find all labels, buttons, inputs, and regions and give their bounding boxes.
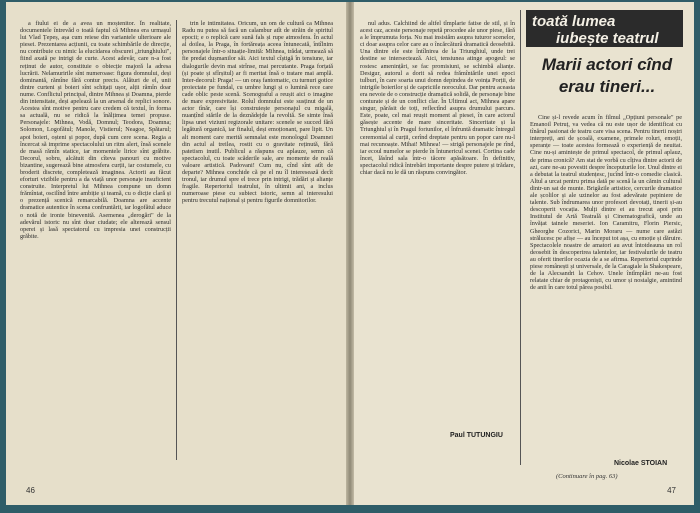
- section-header-line1: toată lumea: [532, 13, 616, 30]
- right-column-2: [530, 114, 682, 457]
- book-gutter: [346, 2, 354, 505]
- right-column-2-text: Cine și-l revede acum în filmul „Opțiuni personale" pe Emanoil Petruț, va vedea că nu este ușor de identificat cu tînărul pasionat de teatru care visa scena. Pentru tinerii noștri interpreți, ani de școală, examene, primele roluri, emoții, speranțe — toate acestea formează o experiență de neuitat. Cine nu-și amintește de primul spectacol, de primul aplauz, de prima cronică? Am stat de vorbă cu cîțiva dintre actorii de azi, care ne-au povestit despre începuturile lor. Unul dintre ei a debutat la teatrul studențesc, jucînd într-o comedie clasică. Altul a urcat pentru prima dată pe scenă la un cămin cultural dintr-un sat de munte. Brigăzile artistice, cercurile dramatice ale școlilor și ale uzinelor au fost adevărate pepiniere de talente. Sub îndrumarea unor profesori devotați, tinerii și-au descoperit vocația. Mulți dintre ei au trecut apoi prin Institutul de Artă Teatrală și Cinematografică, unde au învățat tainele meseriei. Ion Caramitru, Florin Piersic, Gheorghe Cozorici, Marin Moraru — nume care astăzi strălucesc pe afișe — au început tot așa, cu emoție și dăruire. Spectacolele noastre de amatori au avut întotdeauna un rol deosebit în descoperirea talentelor, iar festivalurile de teatru au oferit tinerilor ocazia de a se afirma. Repertoriul cuprinde piese românești și universale, de la Caragiale la Shakespeare, de la Alecsandri la Cehov. Unele întîmplări ne-au fost relatate chiar de protagoniști, cu umor și nostalgie, amintind de anii în care totul părea posibil.: [530, 114, 682, 292]
- left-column-1: [20, 20, 171, 470]
- left-column-2-text: trin le intimitatea. Oricum, un om de cultură ca Mihnea Radu nu putea să facă un calambur atît de străin de spiritul epocii; e o replică care sună fals și rupe atmosfera. În actul al doilea, la Praga, în fortăreața aceea întunecată, întîlnim personajele într-o situație-limită: Mihnea, trădat, urmează să fie predat dușmanilor săi. Aici textul cîștigă în tensiune, iar dialogurile devin mai strînse, mai percutante. Praga forțată (și poate și sfîrșitul) ar fi meritat însă o tratare mai amplă. Inter-decorul: Praga! — un oraș fantomatic, cu turnuri gotice proiectate pe fundal, cu umbre lungi și o lumină rece care cade oblic peste scenă. Scenograful a reușit aici o imagine de mare expresivitate. Rolul domnului este susținut de un actor tînăr, care își construiește personajul cu migală, nuanțînd stările de la deznădejde la revoltă. Se simte însă lipsa unei viziuni regizorale unitare: scenele se succed fără legătură organică, iar finalul, deși emoționant, pare lipit. Un alt moment care merită semnalat este monologul Doamnei din actul al treilea, rostit cu o gravitate reținută, fără patetism inutil. Publicul a răspuns cu aplauze, semn că spectacolul, cu toate scăderile sale, are momente de reală valoare artistică. Padovani! Cum nu, cînd sînt atît de departe? Mihnea conchide că pe el nu îl interesează decît tronul, iar drumul spre el trece prin intrigi, trădări și alianțe fragile. Repertoriul teatrului, în ultimii ani, a inclus numeroase piese cu subiect istoric, semn al interesului pentru trecutul național și pentru figurile domnitorilor.: [182, 20, 333, 205]
- left-column-2: [182, 20, 333, 470]
- column-divider: [176, 20, 177, 460]
- page-number-right: 47: [667, 486, 676, 495]
- continuation-note: (Continuare în pag. 63): [556, 473, 618, 480]
- section-header: [526, 10, 683, 47]
- magazine-spread: [6, 2, 694, 505]
- right-column-1-text: nul adus. Calchiind de altfel tîmplarie fatise de stil, și în acest caz, aceste personaje repetă procedee ale unor piese, fără a le împrumuta forța. Nu mai insistăm asupra tuturor scenelor, ci doar asupra celor care au o încărcătură dramatică deosebită. Una dintre ele este întîlnirea de la Triunghiul, unde trei destine se intersectează. Aici, tensiunea atinge apogeul: se rostesc amenințări, se fac promisiuni, se schimbă alianțe. Desigur, autorul a dorit să redea frămîntările unei epoci tulburi, în care soarta unui domn depindea de voința Porții, de intrigile boierilor și de capriciile norocului. Dar pentru aceasta era nevoie de o construcție dramatică solidă, de personaje bine conturate și de un conflict clar. În Ultimul act, Mihnea apare singur, părăsit de toți, reflectînd asupra drumului parcurs. Este, poate, cel mai reușit moment al piesei, în care actorul găsește accente de mare sinceritate. Sinceritate și la Triunghiul și în Pragul foriunilor, el înfruntă dramatic întregul ceremonial al curții, cerînd dreptate pentru un popor care nu-l mai recunoaște. Mihai! Mihnea! — strigă personajele pe rînd, iar ecoul numelor se pierde în întunericul scenei. Cortina cade încet, lăsînd sala într-o tăcere apăsătoare. În definitiv, spectacolul ridică întrebări importante despre putere și trădare, chiar dacă nu le dă un răspuns convingător.: [360, 20, 515, 176]
- article-title: Marii actori cînd erau tineri...: [541, 55, 673, 96]
- left-page: [6, 2, 346, 505]
- section-header-line2: iubește teatrul: [556, 30, 659, 47]
- author-stoian: Nicolae STOIAN: [614, 460, 668, 467]
- author-tutungiu: Paul TUTUNGIU: [450, 432, 503, 439]
- column-divider: [520, 10, 521, 465]
- right-page: [354, 2, 694, 505]
- left-column-1-text: a fiului ei de a avea un moștenitor. În realitate, documentele întrevăd o toată faptul că Mihnea era urmașul lui Vlad Țepeș, așa cum reiese din variantele ulterioare ale piesei. Prezentarea acțiunii, cu toate schimbările de direcție, nu contribuie cu nimic la elucidarea obscurei „triunghiului", fiind axată pe intrigi de curte. Acest adevăr, care n-a fost reținut de autor, constituie o obiecție majoră la adresa lucrării. Nelamuririle sînt numeroase: figura domnului, deși dominantă, rămîne fără contur precis. Alături de el, unii dintre curteni și boieri sînt schițați ușor, alții rămîn doar nume. Conflictul principal, dintre Mihnea și Doamna, pierde din intensitate, deși apelează la un arsenal de replici sonore. Acestea sînt motive pentru care credem că textul, în forma sa actuală, nu se ridică la înălțimea temei propuse. Personajele: Mihnea, Vodă, Domnul; Teodora, Doamna; Solomon, Logofătul; Manole, Vistierul; Neagoe, Spătarul; apoi boieri, oșteni și popor, după cum cere scena. Regia a încercat să imprime spectacolului un ritm alert, însă scenele de masă rămîn statice, iar momentele lirice sînt grăbite. Decorul, sobru, alcătuit din cîteva panouri cu motive bizantine, sugerează bine atmosfera curții, iar costumele, cu broderii discrete, completează imaginea. Actorii au făcut eforturi vizibile pentru a da viață unor personaje insuficient construite. Interpretul lui Mihnea compune un domn frămîntat, oscilînd între ambiție și teamă, cu o dicție clară și o prezență scenică remarcabilă. Doamna are accente dramatice autentice în scena confruntării, iar logofătul aduce o notă de ironie binevenită. Asemenea „derogări" de la adevărul istoric nu sînt doar ciudate; ele alterează sensul operei și lasă spectatorul cu impresia unei construcții grăbite.: [20, 20, 171, 240]
- right-column-1: [360, 20, 515, 425]
- page-number-left: 46: [26, 486, 35, 495]
